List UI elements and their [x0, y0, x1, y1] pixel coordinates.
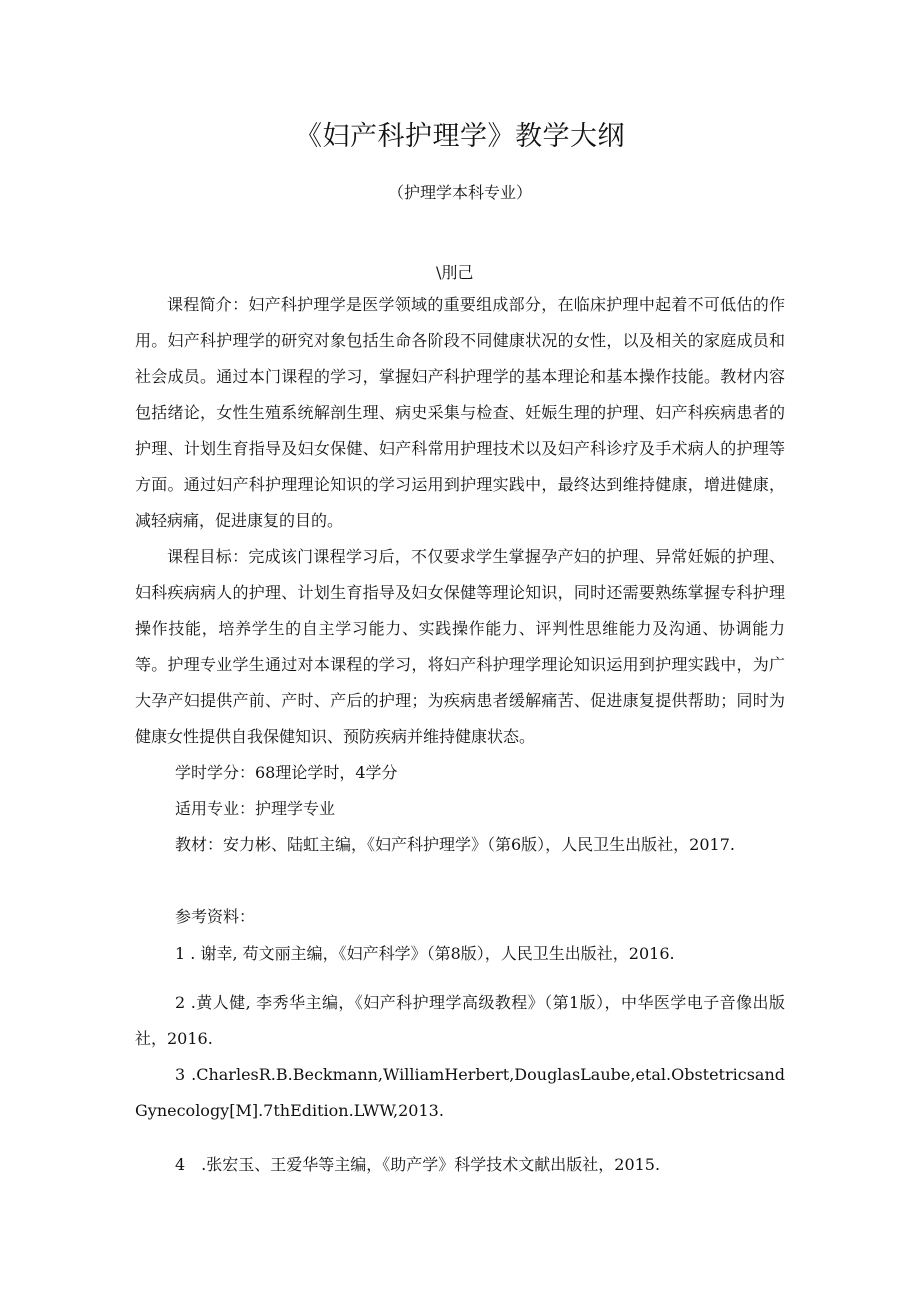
references-label: 参考资料：	[175, 907, 256, 926]
reference-item: 4 .张宏玉、王爱华等主编，《助产学》科学技术文献出版社，2015.	[175, 1155, 661, 1174]
document-title: 《妇产科护理学》教学大纲	[295, 121, 625, 152]
course-goal-paragraph: 课程目标：完成该门课程学习后，不仅要求学生掌握孕产妇的护理、异常妊娠的护理、妇科疾病病人的护理、计划生育指导及妇女保健等理论知识，同时还需要熟练掌握专科护理操作技能，培养学生的自主学习能力、实践操作能力、评判性思维能力及沟通、协调能力等。护理专业学生通过对本课程的学习，将妇产科护理学理论知识运用到护理实践中，为广大孕产妇提供产前、产时、产后的护理；为疾病患者缓解痛苦、促进康复提供帮助；同时为健康女性提供自我保健知识、预防疾病并维持健康状态。	[135, 547, 785, 746]
section-heading: \刖己	[436, 263, 474, 282]
reference-item: 3 .CharlesR.B.Beckmann,WilliamHerbert,DouglasLaube,etal.ObstetricsandGynecology[M].7thEdition.LWW,2013.	[135, 1065, 785, 1120]
reference-item: 1 . 谢幸, 苟文丽主编，《妇产科学》（第8版），人民卫生出版社，2016.	[175, 944, 675, 963]
document-subtitle: （护理学本科专业）	[387, 183, 532, 202]
reference-item: 2 .黄人健, 李秀华主编，《妇产科护理学高级教程》（第1版），中华医学电子音像出版社，2016.	[135, 993, 785, 1048]
applicable-major-line: 适用专业：护理学专业	[175, 799, 336, 818]
course-intro-paragraph: 课程简介：妇产科护理学是医学领域的重要组成部分，在临床护理中起着不可低估的作用。妇产科护理学的研究对象包括生命各阶段不同健康状况的女性，以及相关的家庭成员和社会成员。通过本门课程的学习，掌握妇产科护理学的基本理论和基本操作技能。教材内容包括绪论，女性生殖系统解剖生理、病史采集与检查、妊娠生理的护理、妇产科疾病患者的护理、计划生育指导及妇女保健、妇产科常用护理技术以及妇产科诊疗及手术病人的护理等方面。通过妇产科护理理论知识的学习运用到护理实践中，最终达到维持健康，增进健康，减轻病痛，促进康复的目的。	[135, 295, 785, 530]
hours-credits-line: 学时学分：68理论学时，4学分	[175, 763, 398, 782]
textbook-line: 教材：安力彬、陆虹主编，《妇产科护理学》（第6版），人民卫生出版社，2017.	[175, 835, 735, 854]
